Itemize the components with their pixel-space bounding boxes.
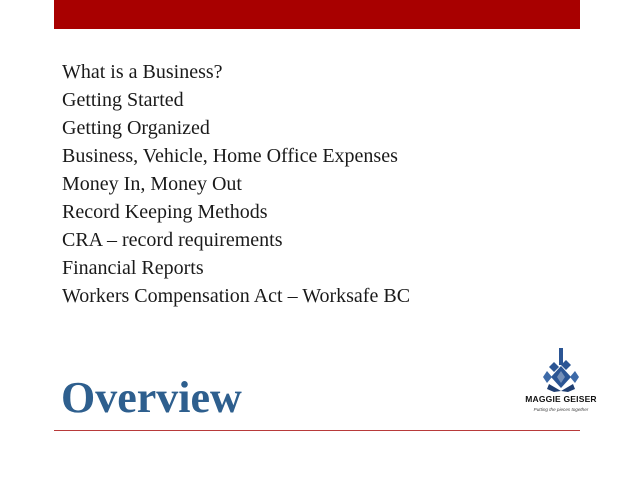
agenda-item: Getting Started: [62, 89, 184, 111]
agenda-item: CRA – record requirements: [62, 229, 283, 251]
puzzle-pieces-logo-icon: [521, 347, 601, 393]
agenda-item: What is a Business?: [62, 61, 223, 83]
company-logo: [521, 347, 601, 419]
agenda-list: [62, 58, 410, 310]
slide-title: Overview: [61, 373, 242, 422]
agenda-item: Record Keeping Methods: [62, 201, 268, 223]
agenda-item: Money In, Money Out: [62, 173, 242, 195]
agenda-item: Financial Reports: [62, 257, 204, 279]
logo-tagline: Putting the pieces together: [533, 407, 589, 412]
agenda-item: Workers Compensation Act – Worksafe BC: [62, 285, 411, 307]
title-underline-divider: [54, 430, 580, 431]
agenda-item: Business, Vehicle, Home Office Expenses: [62, 145, 398, 167]
agenda-item: Getting Organized: [62, 117, 210, 139]
logo-company-name: MAGGIE GEISER: [525, 394, 597, 404]
top-accent-bar: [54, 0, 580, 29]
